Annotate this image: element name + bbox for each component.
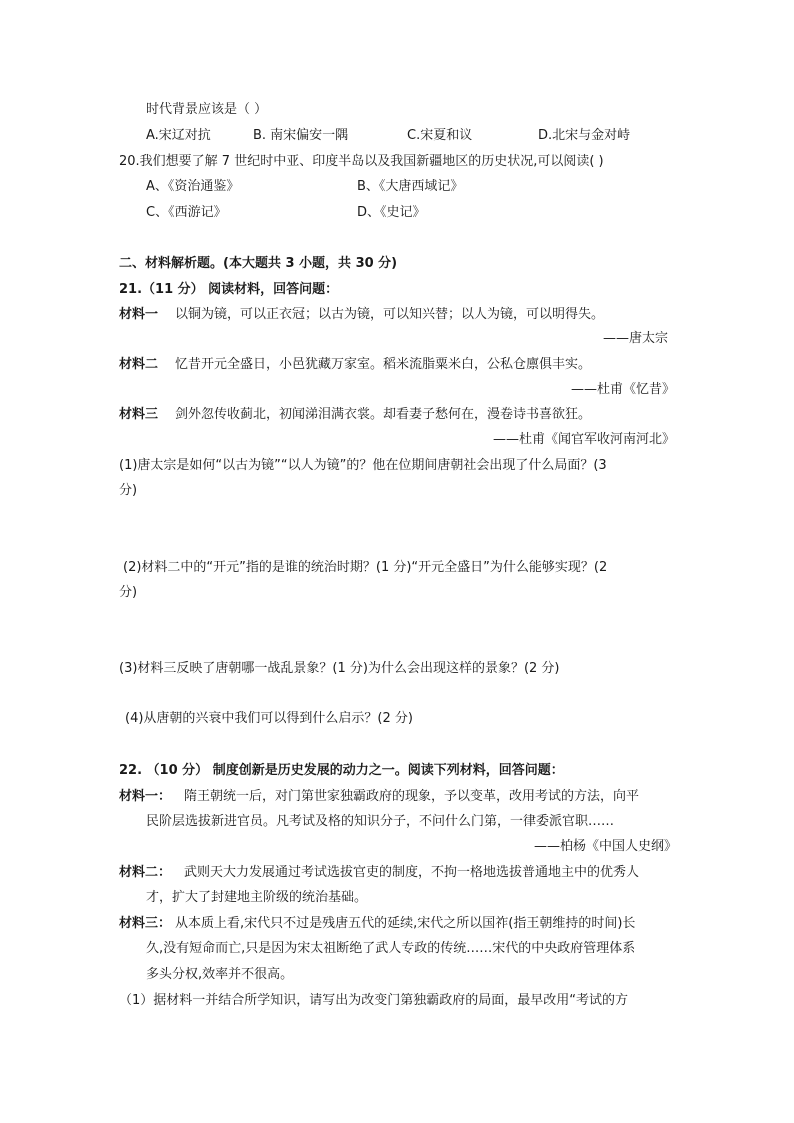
q22-part-1: （1）据材料一并结合所学知识，请写出为改变门第独霸政府的局面，最早改用“考试的方	[119, 993, 629, 1008]
q21-material-3-label: 材料三	[119, 407, 159, 422]
q21-part-2-line-1: (2)材料二中的“开元”指的是谁的统治时期？(1 分)“开元全盛日”为什么能够实现？(2	[123, 560, 608, 575]
q21-material-2-source: ——杜甫《忆昔》	[570, 382, 675, 397]
q21-material-1-source: ——唐太宗	[602, 331, 668, 346]
q20-option-a: A、《资治通鉴》	[146, 179, 240, 194]
q21-heading: 21.（11 分） 阅读材料，回答问题：	[119, 282, 339, 297]
q21-material-3-text: 剑外忽传收蓟北，初闻涕泪满衣裳。却看妻子愁何在，漫卷诗书喜欲狂。	[175, 407, 592, 422]
q20-option-d: D、《史记》	[357, 205, 426, 220]
q22-heading: 22. （10 分） 制度创新是历史发展的动力之一。阅读下列材料，回答问题：	[119, 763, 564, 778]
q19-option-c: C.宋夏和议	[407, 128, 473, 143]
q19-option-a: A.宋辽对抗	[146, 128, 211, 143]
q21-material-3-source: ——杜甫《闻官军收河南河北》	[492, 432, 675, 447]
q19-option-d: D.北宋与金对峙	[538, 128, 631, 143]
q22-material-1-label: 材料一：	[119, 789, 172, 804]
q20-option-b: B、《大唐西域记》	[357, 179, 464, 194]
q21-part-2-line-2: 分)	[119, 585, 138, 600]
q20-option-c: C、《西游记》	[146, 205, 227, 220]
q20-stem: 20.我们想要了解 7 世纪时中亚、印度半岛以及我国新疆地区的历史状况,可以阅读( )	[119, 154, 604, 169]
q21-part-3: (3)材料三反映了唐朝哪一战乱景象？(1 分)为什么会出现这样的景象？(2 分)	[119, 661, 560, 676]
q22-material-3-line-1: 从本质上看,宋代只不过是残唐五代的延续,宋代之所以国祚(指王朝维持的时间)长	[175, 916, 636, 931]
q19-stem-line: 时代背景应该是（ ）	[146, 102, 268, 117]
q21-part-1-line-2: 分)	[119, 483, 138, 498]
q22-material-3-label: 材料三：	[119, 916, 172, 931]
q22-material-1-line-1: 隋王朝统一后，对门第世家独霸政府的现象，予以变革，改用考试的方法，向平	[184, 789, 640, 804]
q21-part-1-line-1: (1)唐太宗是如何“以古为镜”“以人为镜”的？他在位期间唐朝社会出现了什么局面？(3	[119, 458, 607, 473]
q21-material-1-text: 以铜为镜，可以正衣冠；以古为镜，可以知兴替；以人为镜，可以明得失。	[175, 307, 605, 322]
q22-material-1-line-2: 民阶层选拔新进官员。凡考试及格的知识分子，不问什么门第，一律委派官职……	[146, 814, 615, 829]
q21-part-4: (4)从唐朝的兴衰中我们可以得到什么启示？(2 分)	[125, 711, 413, 726]
q22-material-3-line-3: 多头分权,效率并不很高。	[146, 967, 294, 982]
q22-material-2-line-2: 才，扩大了封建地主阶级的统治基础。	[146, 890, 368, 905]
q21-material-2-text: 忆昔开元全盛日，小邑犹藏万家室。稻米流脂粟米白，公私仓廪俱丰实。	[175, 357, 592, 372]
q21-material-2-label: 材料二	[119, 357, 159, 372]
q22-material-2-label: 材料二：	[119, 865, 172, 880]
section-heading: 二、材料解析题。(本大题共 3 小题，共 30 分)	[119, 256, 398, 271]
q22-material-2-line-1: 武则天大力发展通过考试选拔官吏的制度，不拘一格地选拔普通地主中的优秀人	[184, 865, 640, 880]
q22-material-3-line-2: 久,没有短命而亡,只是因为宋太祖断绝了武人专政的传统……宋代的中央政府管理体系	[146, 941, 636, 956]
q22-material-1-source: ——柏杨《中国人史纲》	[533, 839, 677, 854]
q19-option-b: B. 南宋偏安一隅	[253, 128, 349, 143]
q21-material-1-label: 材料一	[119, 307, 159, 322]
